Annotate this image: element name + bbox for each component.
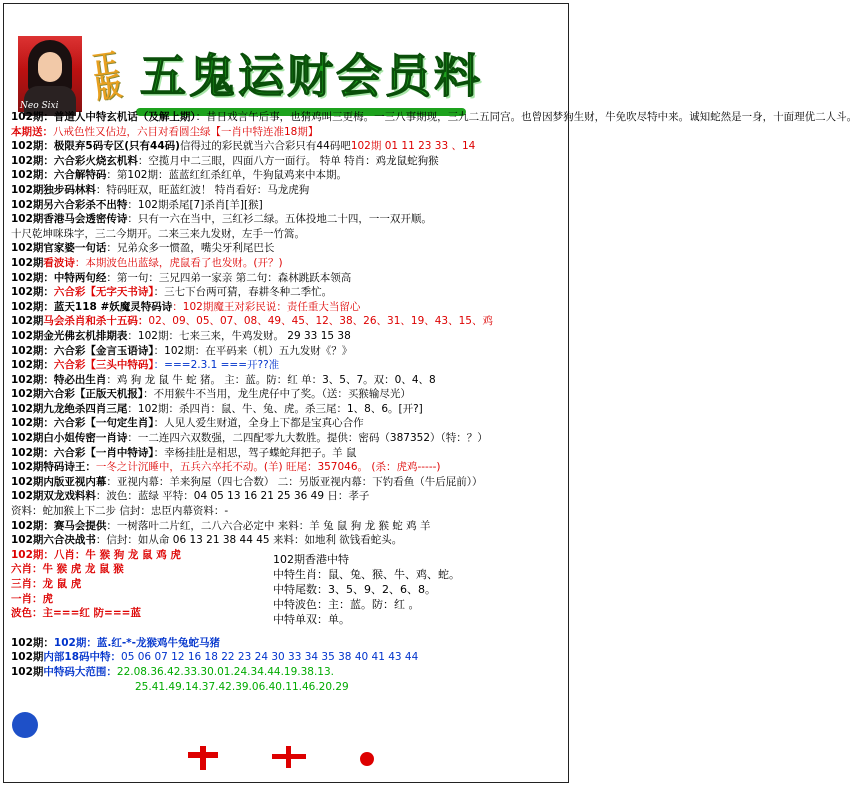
article-line <box>11 241 567 256</box>
line-text: ：昔日戏言午后事，也猜鸡叫三更梅。一三八事期现，三九二五同宫。也曾因梦狗生财，牛免吹尽特中来。诚知蛇然是一身，十面理优二人斗。 <box>195 111 857 123</box>
line-text: ：一树落叶二片红，二八六合必定中 来料：羊 兔 鼠 狗 龙 猴 蛇 鸡 羊 <box>106 519 431 532</box>
line-text: 信得过的彩民就当六合彩只有44码吧 <box>179 140 351 153</box>
article-line <box>11 125 567 140</box>
line-text: ：信封：如从命 06 13 21 38 44 45 来料：如地利 欲钱看蛇头。 <box>95 534 403 547</box>
issue-number: 102期： <box>11 300 54 313</box>
line-label: 普道人中特玄机话（及解上期） <box>53 111 196 123</box>
line-label: 内部18码中特： <box>43 651 122 664</box>
article-line <box>11 154 567 169</box>
article-line <box>11 344 567 359</box>
issue-number: 102期 <box>11 329 44 342</box>
authentic-badge: 正版 <box>90 48 124 106</box>
bottom-line <box>11 665 567 680</box>
line-label: 独步码林料 <box>43 183 96 196</box>
issue-number: 102期： <box>11 111 54 123</box>
line-label: 六合彩【无字天书诗】 <box>53 286 154 299</box>
article-line <box>11 373 567 388</box>
content-area <box>11 110 857 694</box>
article-line <box>11 504 567 519</box>
article-line <box>11 212 567 227</box>
issue-number: 102期： <box>11 373 54 386</box>
line-text: ：鸡 狗 龙 鼠 牛 蛇 猪。 主：蓝。防：红 单：3、5、7。双：0、4、8 <box>106 373 436 386</box>
line-label: 六合决战书 <box>43 534 96 547</box>
article-line <box>11 519 567 534</box>
hk-line: 中特尾数：3、5、9、2、6、8。 <box>273 582 436 596</box>
article-line <box>11 285 567 300</box>
line-label: 特必出生肖 <box>53 373 107 386</box>
article-line <box>11 168 567 183</box>
line-text: 八戒色性又佔边，六目对看圆尘绿【一肖中特连准18期】 <box>53 125 319 138</box>
decor-circle <box>12 712 38 738</box>
issue-number: 102期 <box>11 213 44 226</box>
hk-line: 102期香港中特 <box>273 552 349 566</box>
issue-number: 102期 <box>11 534 44 547</box>
bottom-line <box>11 680 567 695</box>
article-line <box>11 402 567 417</box>
line-text: 22.08.36.42.33.30.01.24.34.44.19.38.13. <box>116 666 335 678</box>
line-label: 中特两句经 <box>53 271 107 284</box>
line-label: 马会杀肖和杀十五码： <box>43 315 149 328</box>
article-line <box>11 256 567 271</box>
article-line <box>11 358 567 373</box>
line-text: ：===2.3.1 ===开??准 <box>153 359 280 372</box>
prediction-panels <box>11 548 567 636</box>
article-line <box>11 460 567 475</box>
article-line <box>11 314 567 329</box>
line-text: ：不用猴牛不当用，龙生虎仔中了奖。（送：买猴输尽光） <box>143 388 411 401</box>
hk-line: 中特生肖：鼠、兔、猴、牛、鸡、蛇。 <box>273 567 460 581</box>
issue-number: 102期 <box>11 432 44 445</box>
article-line <box>11 329 567 344</box>
header-banner <box>10 22 562 111</box>
bottom-line <box>11 636 567 651</box>
line-label: 六合彩火烧玄机料 <box>53 154 138 167</box>
issue-number: 102期： <box>11 286 54 299</box>
line-label: 本期送： <box>11 125 53 138</box>
line-label: 六合彩【一句定生肖】 <box>53 417 154 430</box>
line-label: 特码诗王： <box>43 461 96 474</box>
hk-line: 中特单双：单。 <box>273 612 350 626</box>
hk-line: 中特波色：主：蓝。防：红 。 <box>273 597 420 611</box>
line-text: 05 06 07 12 16 18 22 23 24 30 33 34 35 38 40 41 43 44 <box>121 651 419 664</box>
line-label: 蓝天118 #妖魔灵特码诗 <box>53 300 173 313</box>
bottom-line <box>11 650 567 665</box>
article-line <box>11 431 567 446</box>
issue-number: 102期： <box>11 359 54 372</box>
issue-number: 102期 <box>11 651 44 664</box>
line-label: 九龙绝杀四肖三尾 <box>43 402 128 415</box>
line-text: ：兄弟众多一惯盈，嘴尖牙利尾巴长 <box>106 242 275 255</box>
zodiac-line: 六肖：牛 猴 虎 龙 鼠 猴 <box>11 563 124 576</box>
issue-number: 102期 <box>11 475 44 488</box>
line-label: 香港马会透密传诗 <box>43 213 128 226</box>
issue-number: 102期： <box>11 519 54 532</box>
line-label: 极限弃5码专区(只有44码) <box>53 140 180 153</box>
line-text: ：102期杀尾[7]杀肖[羊][猴] <box>127 198 263 211</box>
line-text: 十尺乾坤咪珠字，三二今期开。二来三来九发财，左手一竹篙。 <box>11 227 305 240</box>
line-label: 看波诗 <box>43 256 75 269</box>
line-label: 六合彩【金言玉语诗】 <box>53 344 154 357</box>
line-text: ：幸杨挂肚是相思，驾子蝶蛇拜把子。羊 鼠 <box>153 446 357 459</box>
portrait-photo <box>18 36 82 112</box>
line-label: 内版亚视内幕 <box>43 475 107 488</box>
article-line <box>11 110 857 125</box>
line-text: ：一二连四六双数强，二四配零九大数胜。提供：密码（387352）（特：？） <box>127 432 488 445</box>
line-text: ：只有一六在当中，三红衫二绿。五体投地二十四，一一双开顺。 <box>127 213 432 226</box>
article-line <box>11 475 567 490</box>
article-line <box>11 416 567 431</box>
photo-signature: Neo Sixi <box>20 101 59 111</box>
line-text: ：三七下台两可猜，春耕冬种二季忙。 <box>153 286 333 299</box>
line-text: ：特码旺双，旺蓝红波！ 特肖看好：马龙虎狗 <box>95 183 310 196</box>
issue-number: 102期 <box>11 242 44 255</box>
line-label: 双龙戏料料 <box>43 490 96 503</box>
article-line <box>11 198 567 213</box>
line-text: ：人见人爱生财道，全身上下都是宝真心合作 <box>153 417 364 430</box>
page-title: 五鬼运财会员料 <box>140 49 483 103</box>
issue-number: 102期 <box>11 256 44 269</box>
line-label: 官家婆一句话 <box>43 242 107 255</box>
line-text: ：空揽月中二三眼，四面八方一面行。 特单 特肖：鸡龙鼠蛇狗猴 <box>137 154 439 167</box>
article-line <box>11 271 567 286</box>
line-text: ：本期波色出蓝绿，虎鼠看了也发财。(开？) <box>74 256 283 269</box>
issue-number: 102期 <box>11 198 44 211</box>
issue-number: 102期： <box>11 271 54 284</box>
line-text: ：波色：蓝绿 平特：04 05 13 16 21 25 36 49 日：孝子 <box>95 490 370 503</box>
article-line <box>11 387 567 402</box>
article-line <box>11 300 567 315</box>
article-line <box>11 183 567 198</box>
line-label: 六合解特码 <box>53 169 107 182</box>
zodiac-line: 三肖：龙 鼠 虎 <box>11 578 82 590</box>
line-label: 六合彩【三头中特码】 <box>53 359 154 372</box>
issue-number: 102期： <box>11 140 54 153</box>
issue-number: 102期： <box>11 636 54 649</box>
zodiac-prediction-block <box>11 548 261 621</box>
line-label: 六合彩【一肖中特诗】 <box>53 446 154 459</box>
article-line <box>11 489 567 504</box>
line-label: 金光佛玄机排期表 <box>43 329 128 342</box>
issue-number: 102期 <box>11 388 44 401</box>
line-text: ：102期：杀四肖：鼠、牛、兔、虎。杀三尾：1、8、6。[开?] <box>127 402 423 415</box>
decor-stamp <box>160 746 420 770</box>
line-text: 资料：蛇加猴上下二步 信封：忠臣内幕资料：- <box>11 505 229 518</box>
line-text: ：102期魔王对彩民说：责任重大当留心 <box>172 300 361 313</box>
line-text: 一冬之计沉睡中，五兵六卒托不动。(羊) 旺尾：357046。 (杀：虎鸡-----) <box>95 461 441 474</box>
line-label: 另六合彩杀不出特 <box>43 198 128 211</box>
line-text: ：亚视内幕：羊来狗屋（四七合数） 二：另版亚视内幕：下钓看鱼（牛后屁前）） <box>106 475 483 488</box>
line-label: 102期：蓝.红-*-龙猴鸡牛兔蛇马猪 <box>53 636 221 649</box>
issue-number: 102期 <box>11 461 44 474</box>
issue-number: 102期： <box>11 154 54 167</box>
issue-number: 102期 <box>11 183 44 196</box>
hk-special-block <box>273 552 563 627</box>
article-line <box>11 139 567 154</box>
line-text: ：第102期：蓝蓝红红杀红单，牛狗鼠鸡来中本期。 <box>106 169 347 182</box>
line-text: 25.41.49.14.37.42.39.06.40.11.46.20.29 <box>135 680 349 693</box>
issue-number: 102期 <box>11 666 44 678</box>
issue-number: 102期： <box>11 169 54 182</box>
line-label: 白小姐传密一肖诗 <box>43 432 128 445</box>
zodiac-line: 102期：八肖：牛 猴 狗 龙 鼠 鸡 虎 <box>11 548 181 561</box>
zodiac-line: 一肖：虎 <box>11 592 53 605</box>
issue-number: 102期 <box>11 315 44 328</box>
article-line <box>11 533 567 548</box>
line-text: ：第一句：三兄四弟一家亲 第二句：森林跳跃本领高 <box>106 271 352 284</box>
issue-number: 102期 <box>11 490 44 503</box>
line-label: 中特码大范围： <box>43 666 117 678</box>
line-label: 赛马会提供 <box>53 519 107 532</box>
line-label: 六合彩【正版天机报】 <box>43 388 144 401</box>
issue-number: 102期： <box>11 417 54 430</box>
article-line <box>11 227 567 242</box>
issue-number: 102期： <box>11 344 54 357</box>
issue-number: 102期 <box>11 402 44 415</box>
line-text: ：102期：在平码来（机）五九发财《？》 <box>153 344 353 357</box>
line-tail: 102期 01 11 23 33 、14 <box>350 140 476 153</box>
issue-number: 102期： <box>11 446 54 459</box>
article-line <box>11 446 567 461</box>
line-text: ：102期：七来三来，牛鸡发财。 29 33 15 38 <box>127 329 351 342</box>
line-text: 02、09、05、07、08、49、45、12、38、26、31、19、43、15、鸡 <box>148 315 493 328</box>
zodiac-line: 波色：主===红 防===蓝 <box>11 607 141 620</box>
